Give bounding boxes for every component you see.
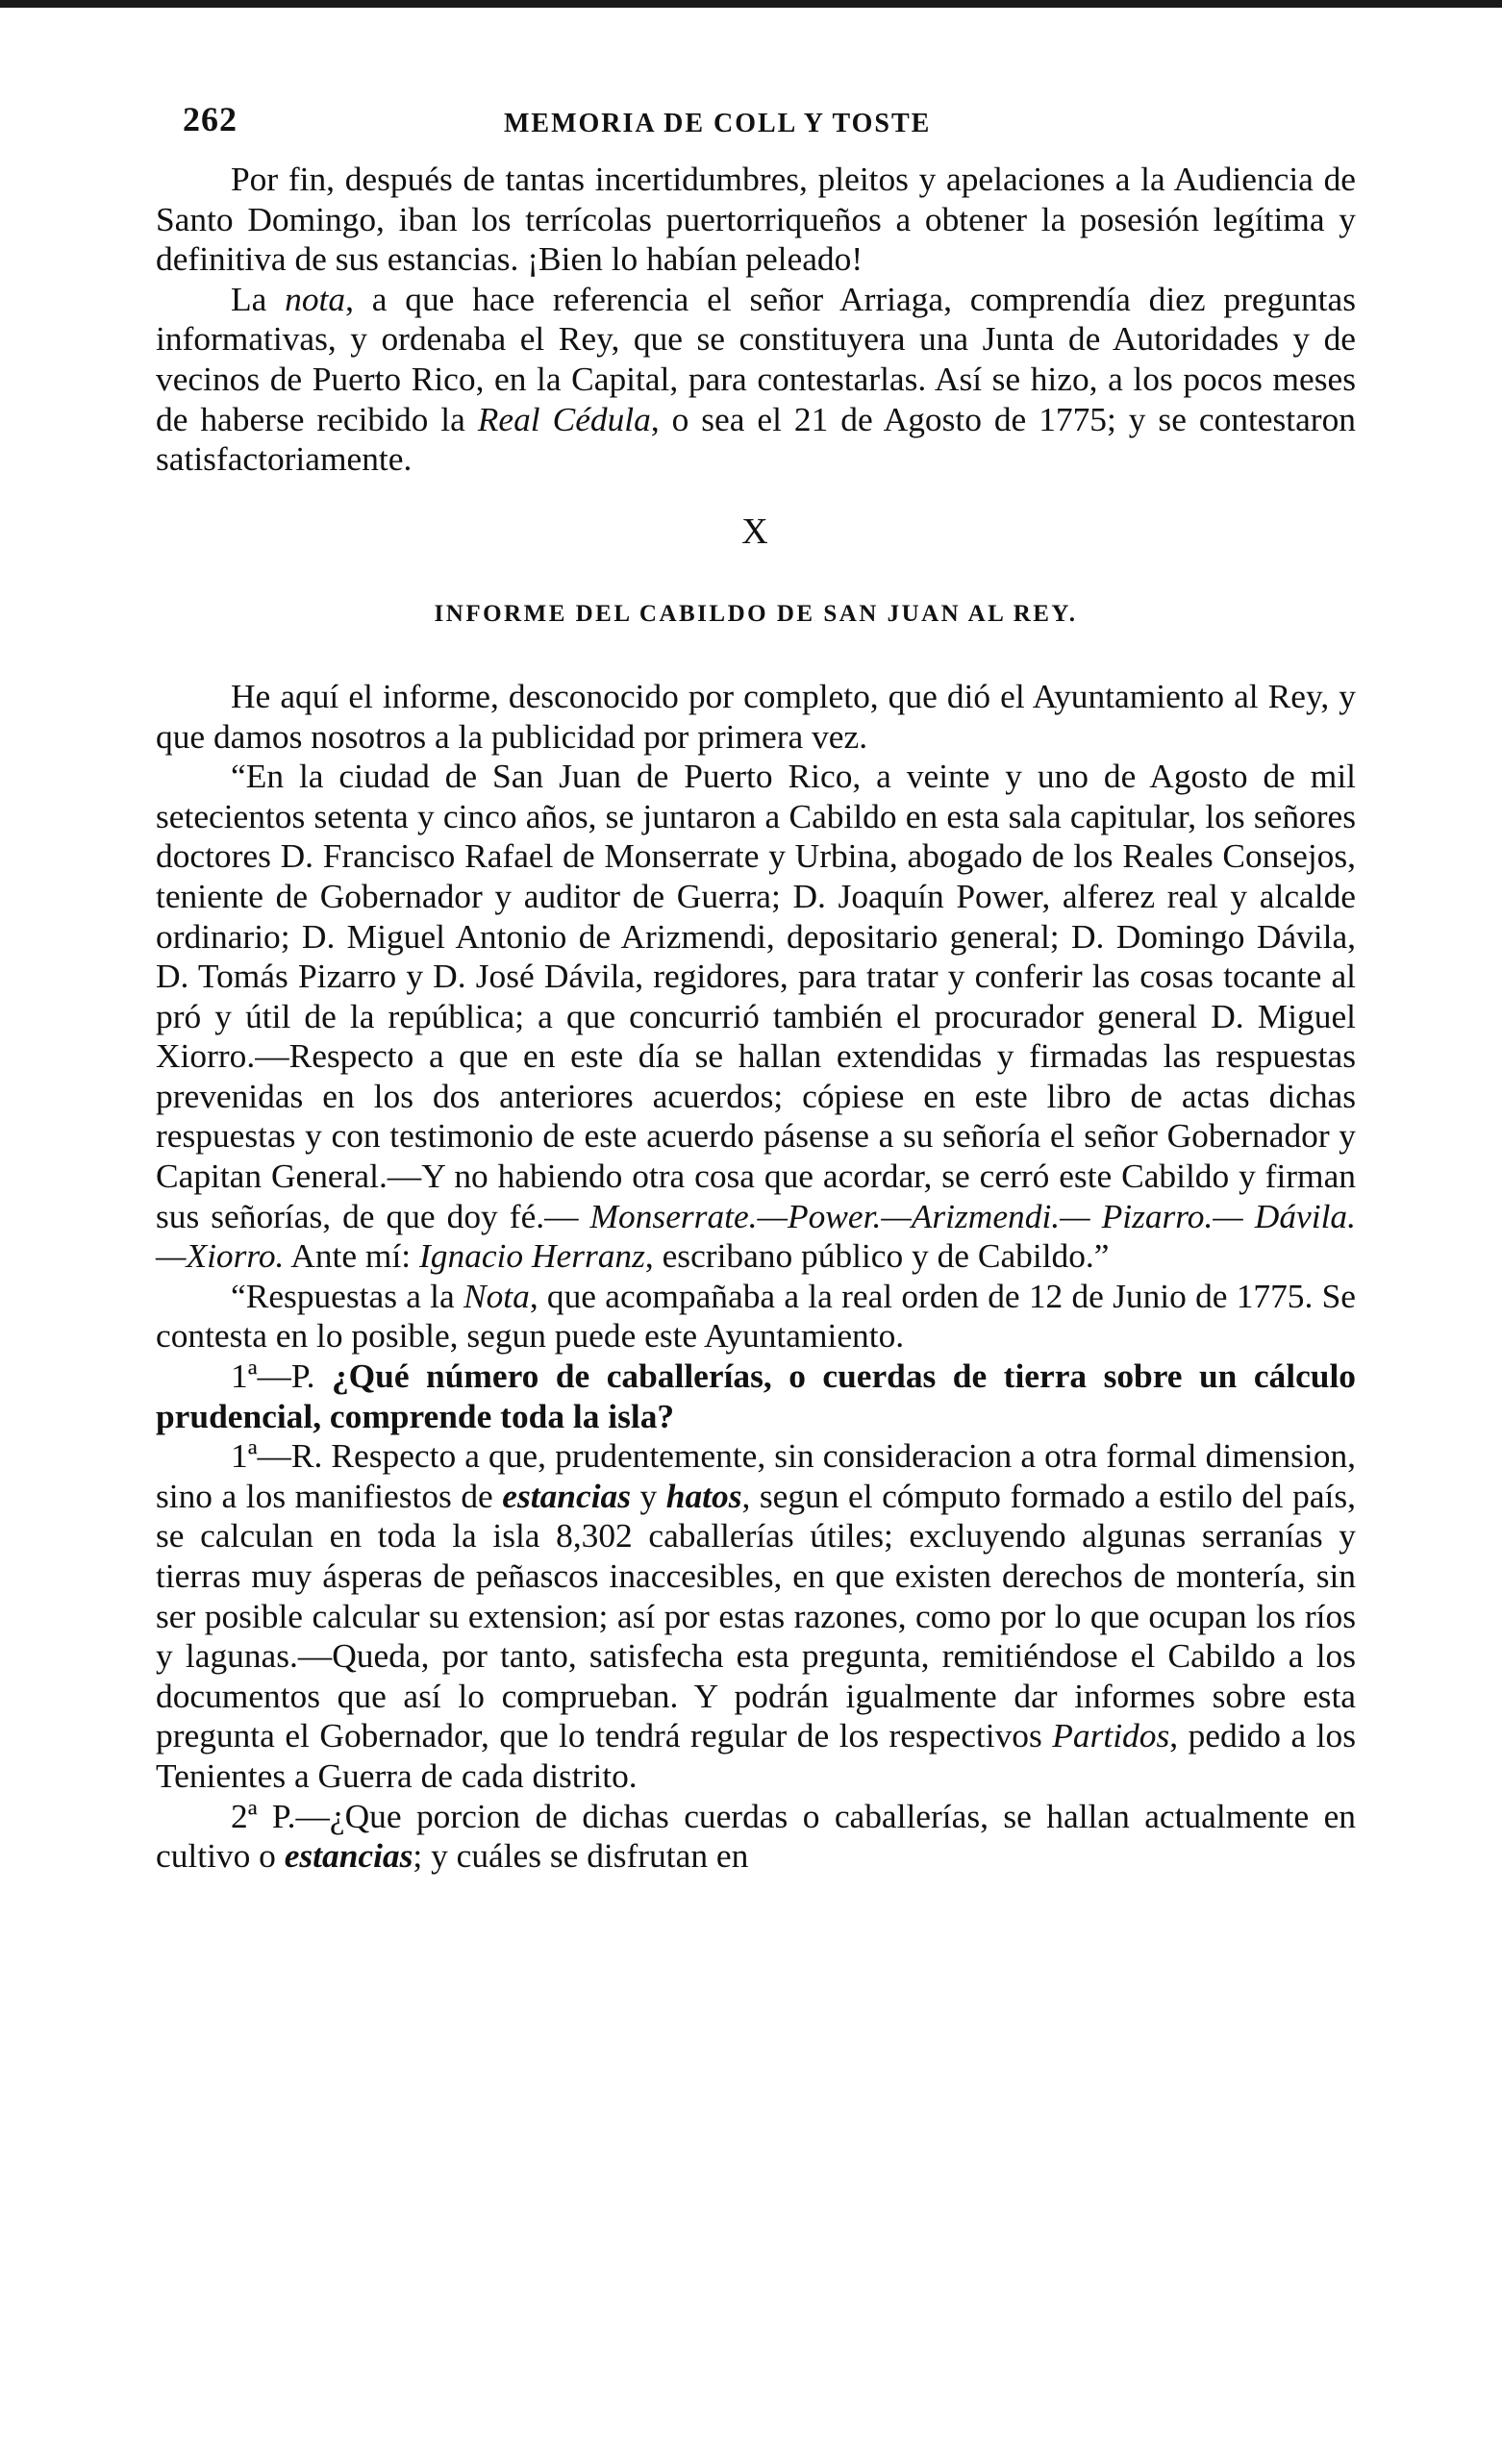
italic-nota: Nota [463, 1276, 530, 1315]
text-run: y [631, 1476, 666, 1515]
text-run: , segun el cómputo formado a estilo del país, se calculan en toda la isla 8,302 caballerías útiles; excluyendo algunas serranías y tierras muy ásperas de peñascos inaccesibles, en que existen derechos de montería, sin ser posible calcular su extension; así por estas razones, como por lo que ocupan los ríos y lagunas.—Queda, por tanto, satisfecha esta pregunta, remitiéndose el Cabildo a los documentos que así lo comprueban. Y podrán igualmente dar informes sobre esta pregunta el Gobernador, que lo tendrá regular de los respectivos [156, 1476, 1357, 1755]
italic-estancias: estancias [284, 1836, 413, 1876]
text-run: “En la ciudad de San Juan de Puerto Rico, a veinte y uno de Agosto de mil setecientos setenta y cinco años, se juntaron a Cabildo en esta sala capitular, los señores doctores D. Francisco Rafael de Monserrate y Urbina, abogado de los Reales Consejos, teniente de Gobernador y auditor de Guerra; D. Joaquín Power, alferez real y alcalde ordinario; D. Miguel Antonio de Arizmendi, depositario general; D. Domingo Dávila, D. Tomás Pizarro y D. José Dávila, regidores, para tratar y conferir las cosas tocante al pró y útil de la república; a que concurrió también el procurador general D. Miguel Xiorro.—Respecto a que en este día se hallan extendidas y firmadas las respuestas prevenidas en los dos anteriores acuerdos; cópiese en este libro de actas dichas respuestas y con testimonio de este acuerdo pásense a su señoría el señor Gobernador y Capitan General.—Y no habiendo otra cosa que acordar, se cerró este Cabildo y firman sus señorías, de que doy fé.— [156, 757, 1356, 1235]
answer-label: 1ª—R. [231, 1436, 323, 1476]
text-run: ; y cuáles se disfrutan en [413, 1836, 749, 1876]
question-1 [156, 1356, 1356, 1436]
text-run: “Respuestas a la [231, 1276, 463, 1315]
answer-1 [156, 1436, 1356, 1796]
paragraph-informe: He aquí el informe, desconocido por completo, que dió el Ayuntamiento al Rey, y que damos nosotros a la publicidad por primera vez. [156, 676, 1356, 756]
paragraph-intro: Por fin, después de tantas incertidumbres, pleitos y apelaciones a la Audiencia de Santo Domingo, iban los terrícolas puertorriqueños a obtener la posesión legítima y definitiva de sus estancias. ¡Bien lo habían peleado! [156, 160, 1356, 279]
text-run: , escribano público y de Cabildo.” [644, 1236, 1110, 1276]
question-text: ¿Qué número de caballerías, o cuerdas de tierra sobre un cálculo prudencial, comprende toda la isla? [156, 1356, 1356, 1435]
text-run: La [231, 279, 286, 318]
text-run: Ante mí: [284, 1236, 419, 1276]
italic-real-cedula: Real Cédula [477, 399, 651, 438]
question-label: 1ª—P. [231, 1356, 315, 1396]
question-2 [156, 1797, 1356, 1877]
text-run: , a que hace referencia el señor Arriaga, comprendía diez preguntas informativas, y ordenaba el Rey, que se constituyera una Junta de Autoridades y de vecinos de Puerto Rico, en la Capital, para contestarlas. Así se hizo, a los pocos meses de haberse recibido la [156, 279, 1356, 438]
italic-hatos: hatos [665, 1476, 742, 1515]
italic-signatures: Monserrate.—Power.—Arizmendi.— Pizarro.— Dávila.—Xiorro. [156, 1196, 1356, 1276]
paragraph-respuestas [156, 1277, 1356, 1356]
text-run: , que acompañaba a la real orden de 12 de Junio de 1775. Se contesta en lo posible, segun puede este Ayuntamiento. [156, 1276, 1356, 1356]
italic-partidos: Partidos [1052, 1716, 1170, 1755]
text-run: , o sea el 21 de Agosto de 1775; y se contestaron satisfactoriamente. [156, 399, 1356, 479]
italic-notary-name: Ignacio Herranz [418, 1236, 645, 1276]
text-run: —¿Que porcion de dichas cuerdas o caballerías, se hallan actualmente en cultivo o [156, 1796, 1356, 1876]
book-page [156, 96, 1356, 1877]
running-head [156, 96, 1356, 142]
running-title: MEMORIA DE COLL Y TOSTE [504, 109, 932, 138]
section-number: X [741, 510, 770, 552]
text-run: , pedido a los Tenientes a Guerra de cada distrito. [156, 1716, 1356, 1795]
section-title: INFORME DEL CABILDO DE SAN JUAN AL REY. [434, 601, 1078, 628]
text-run: Respecto a que, prudentemente, sin consideracion a otra formal dimension, sino a los manifiestos de [156, 1436, 1356, 1515]
page-number: 262 [183, 100, 238, 138]
top-edge-bar [0, 0, 1502, 8]
italic-nota: nota [285, 279, 346, 318]
paragraph-acta [156, 757, 1356, 1277]
italic-estancias: estancias [502, 1476, 631, 1515]
paragraph-nota [156, 280, 1356, 480]
question-label: 2ª P. [231, 1796, 296, 1835]
